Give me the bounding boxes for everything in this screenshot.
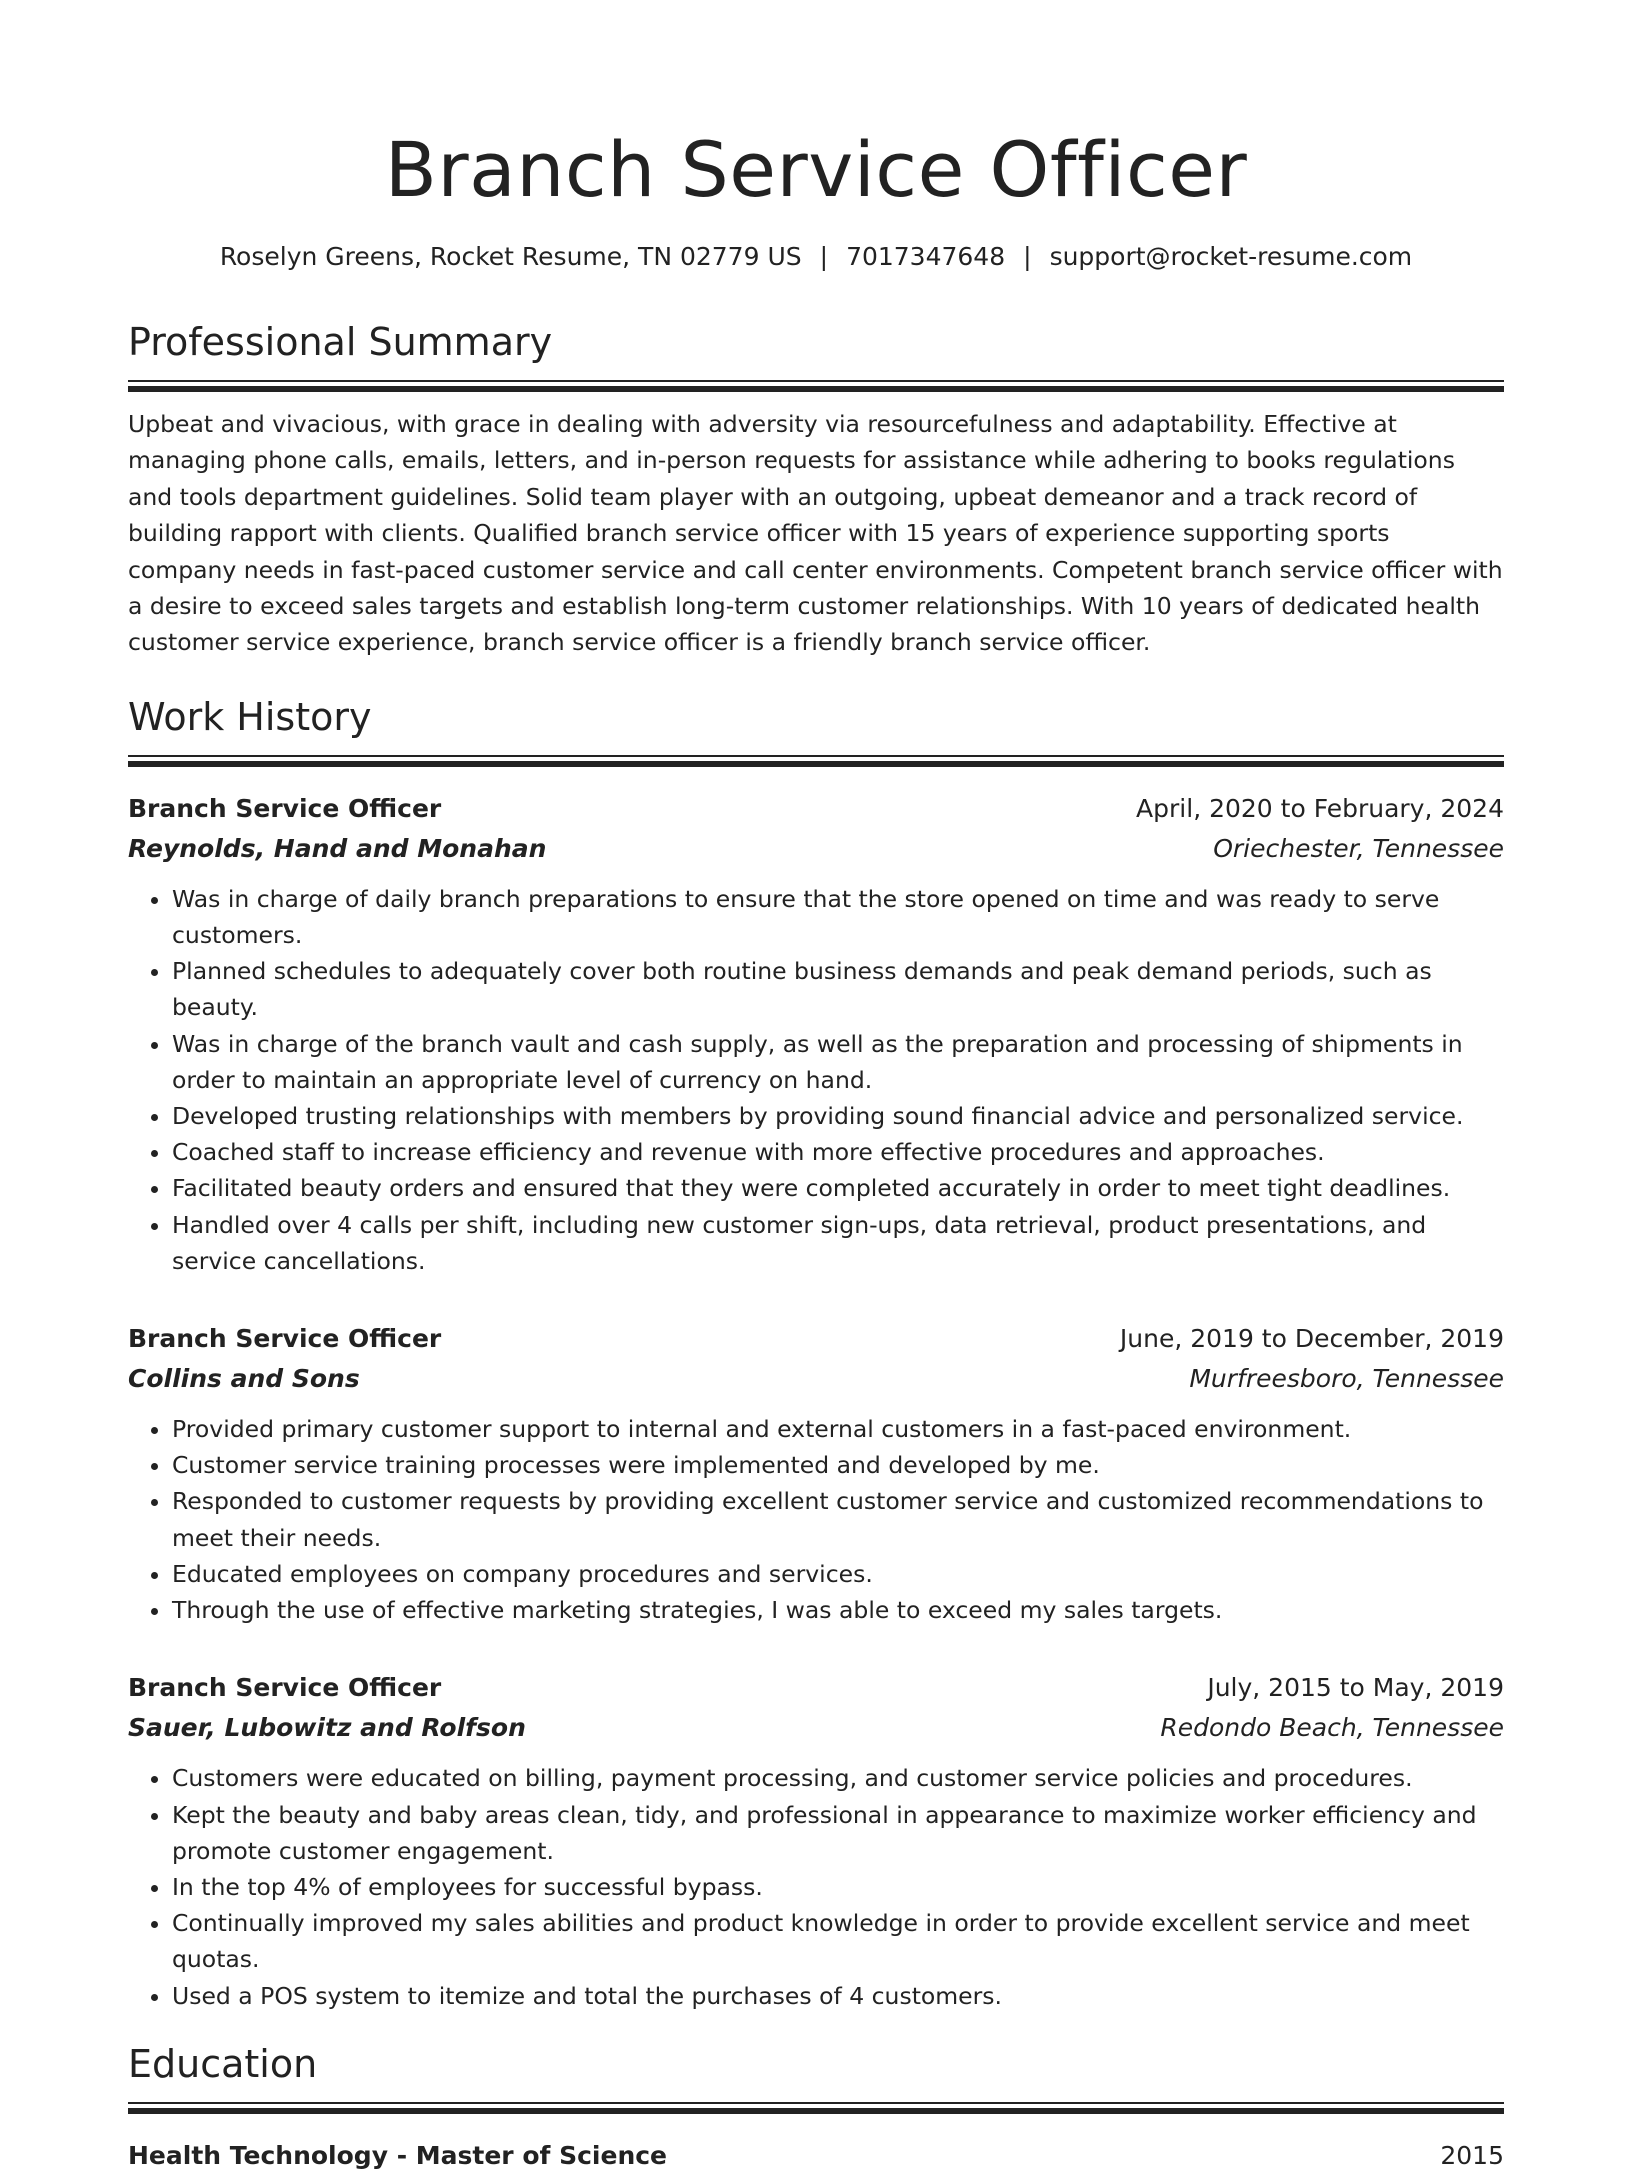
- contact-separator: |: [819, 242, 829, 271]
- list-item: • Customers were educated on billing, payment processing, and customer service policies and procedures.: [172, 1760, 1504, 1796]
- job-entry: [128, 1668, 1504, 2013]
- list-item: • Kept the beauty and baby areas clean, tidy, and professional in appearance to maximize worker efficiency and promote customer engagement.: [172, 1797, 1504, 1869]
- contact-phone[interactable]: 7017347648: [846, 242, 1006, 271]
- resume-title: Branch Service Officer: [384, 125, 1248, 214]
- job-company-row: [128, 1708, 1504, 1748]
- education-row: [128, 2136, 1504, 2176]
- job-entry: [128, 1319, 1504, 1628]
- summary-text: Upbeat and vivacious, with grace in dealing with adversity via resourcefulness and adaptability. Effective at managing phone calls, emails, letters, and in-person requests for assistance while adhering to books regulations and tools department guidelines. Solid team player with an outgoing, upbeat demeanor and a track record of building rapport with clients. Qualified branch service officer with 15 years of experience supporting sports company needs in fast-paced customer service and call center environments. Competent branch service officer with a desire to exceed sales targets and establish long-term customer relationships. With 10 years of dedicated health customer service experience, branch service officer is a friendly branch service officer.: [128, 410, 1503, 657]
- list-item: • Coached staff to increase efficiency and revenue with more effective procedures and approaches.: [172, 1134, 1504, 1170]
- list-item: • Customer service training processes were implemented and developed by me.: [172, 1447, 1504, 1483]
- list-item: • Handled over 4 calls per shift, including new customer sign-ups, data retrieval, product presentations, and service cancellations.: [172, 1207, 1504, 1279]
- job-header-row: [128, 1668, 1504, 1708]
- education-year: 2015: [1440, 2140, 1504, 2170]
- list-item: • Continually improved my sales abilities and product knowledge in order to provide excellent service and meet quotas.: [172, 1905, 1504, 1977]
- contact-separator: |: [1023, 242, 1032, 271]
- contact-address: Roselyn Greens, Rocket Resume, TN 02779 US: [219, 242, 802, 271]
- job-bullets: [128, 881, 1504, 1279]
- contact-line: [128, 240, 1504, 274]
- education-entry: [128, 2136, 1504, 2176]
- list-item: • Developed trusting relationships with members by providing sound financial advice and personalized service.: [172, 1098, 1504, 1134]
- job-bullets: [128, 1760, 1504, 2013]
- section-heading: Work History: [128, 694, 372, 739]
- job-company: Reynolds, Hand and Monahan: [128, 833, 547, 863]
- job-dates: July, 2015 to May, 2019: [1207, 1673, 1504, 1703]
- job-company: Sauer, Lubowitz and Rolfson: [128, 1713, 526, 1743]
- job-title: Branch Service Officer: [128, 1324, 442, 1354]
- list-item: • Through the use of effective marketing strategies, I was able to exceed my sales targets.: [172, 1592, 1504, 1628]
- list-item: • Used a POS system to itemize and total the purchases of 4 customers.: [172, 1978, 1504, 2014]
- work-history-section: [128, 693, 1504, 2014]
- list-item: • Was in charge of daily branch preparations to ensure that the store opened on time and was ready to serve customers.: [172, 881, 1504, 953]
- list-item: • Facilitated beauty orders and ensured that they were completed accurately in order to meet tight deadlines.: [172, 1170, 1504, 1206]
- job-bullets: [128, 1411, 1504, 1628]
- list-item: • Provided primary customer support to internal and external customers in a fast-paced environment.: [172, 1411, 1504, 1447]
- job-entry: [128, 789, 1504, 1279]
- professional-summary-section: [128, 318, 1504, 661]
- education-section: [128, 2040, 1504, 2176]
- job-location: Redondo Beach, Tennessee: [1160, 1713, 1504, 1743]
- list-item: • Educated employees on company procedures and services.: [172, 1556, 1504, 1592]
- education-degree: Health Technology - Master of Science: [128, 2140, 668, 2170]
- section-divider: [128, 755, 1504, 767]
- section-divider: [128, 2102, 1504, 2114]
- job-dates: June, 2019 to December, 2019: [1119, 1324, 1504, 1354]
- job-company-row: [128, 1359, 1504, 1399]
- job-dates: April, 2020 to February, 2024: [1136, 793, 1504, 823]
- job-title: Branch Service Officer: [128, 793, 442, 823]
- list-item: • Responded to customer requests by providing excellent customer service and customized recommendations to meet their needs.: [172, 1483, 1504, 1555]
- list-item: • In the top 4% of employees for successful bypass.: [172, 1869, 1504, 1905]
- job-location: Oriechester, Tennessee: [1213, 833, 1504, 863]
- section-heading: Education: [128, 2041, 318, 2086]
- list-item: • Was in charge of the branch vault and cash supply, as well as the preparation and processing of shipments in order to maintain an appropriate level of currency on hand.: [172, 1026, 1504, 1098]
- job-header-row: [128, 789, 1504, 829]
- job-title: Branch Service Officer: [128, 1673, 442, 1703]
- list-item: • Planned schedules to adequately cover both routine business demands and peak demand periods, such as beauty.: [172, 953, 1504, 1025]
- contact-email[interactable]: support@rocket-resume.com: [1049, 242, 1413, 271]
- job-company: Collins and Sons: [128, 1364, 360, 1394]
- section-heading: Professional Summary: [128, 320, 553, 364]
- section-divider: [128, 380, 1504, 392]
- job-company-row: [128, 829, 1504, 869]
- job-header-row: [128, 1319, 1504, 1359]
- job-location: Murfreesboro, Tennessee: [1189, 1364, 1504, 1394]
